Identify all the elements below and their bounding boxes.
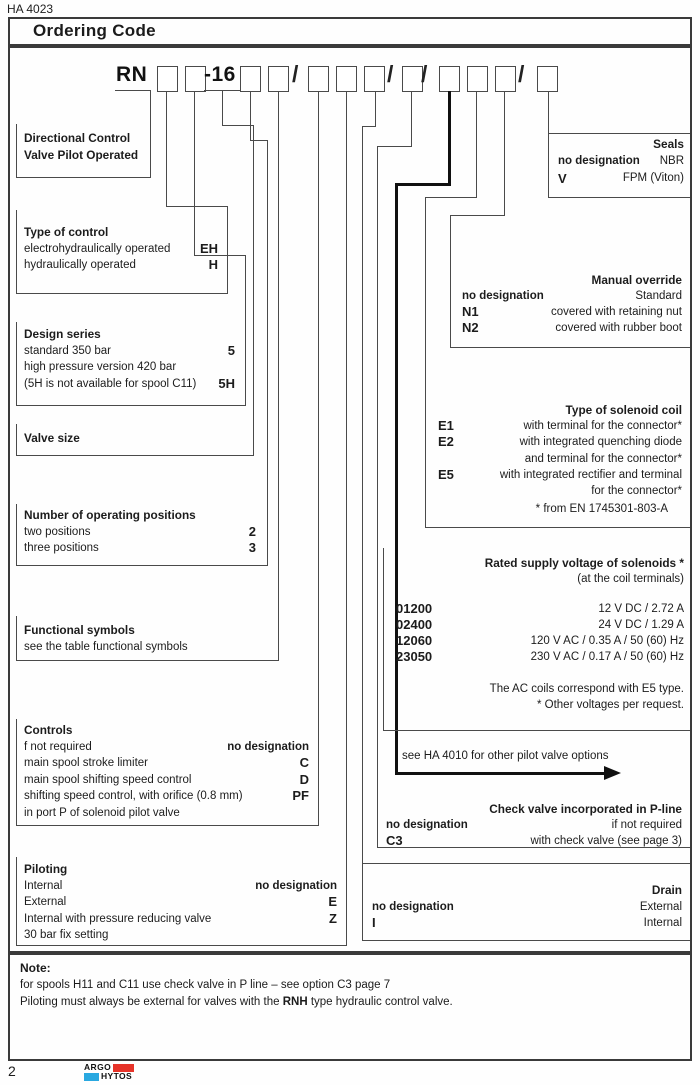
block-valve-size bbox=[24, 430, 80, 447]
option-row bbox=[24, 788, 309, 805]
note-bold-text: RNH bbox=[282, 996, 308, 1008]
option-label: see the table functional symbols bbox=[24, 640, 188, 653]
connector-line bbox=[346, 91, 347, 945]
connector-line bbox=[16, 660, 279, 661]
connector-line bbox=[425, 197, 477, 198]
option-row bbox=[24, 927, 337, 944]
block-rated-voltage bbox=[396, 555, 684, 713]
block-title: Valve Pilot Operated bbox=[24, 147, 139, 162]
option-row bbox=[462, 304, 682, 320]
connector-line bbox=[245, 255, 246, 405]
note-text: Piloting must always be external for valves with the bbox=[20, 996, 283, 1008]
option-code: PF bbox=[292, 788, 309, 804]
option-code: C bbox=[299, 755, 309, 771]
connector-line bbox=[362, 940, 690, 941]
option-label: with integrated quenching diode bbox=[519, 436, 682, 449]
connector-line bbox=[377, 146, 412, 147]
connector-line bbox=[250, 91, 251, 141]
option-code: E5 bbox=[438, 466, 454, 482]
option-label: 230 V AC / 0.17 A / 50 (60) Hz bbox=[530, 651, 684, 663]
option-code: Z bbox=[329, 910, 337, 926]
option-code: 01200 bbox=[396, 601, 433, 616]
option-code: no designation bbox=[462, 290, 544, 302]
option-label: covered with retaining nut bbox=[550, 306, 682, 318]
code-prefix: RN bbox=[116, 63, 148, 86]
block-title: Number of operating positions bbox=[24, 508, 196, 522]
connector-line bbox=[16, 405, 246, 406]
connector-line bbox=[375, 91, 376, 127]
option-label: 30 bar fix setting bbox=[24, 929, 109, 942]
option-label: Internal bbox=[24, 879, 63, 892]
connector-line bbox=[16, 825, 319, 826]
block-title: Directional Control bbox=[24, 131, 131, 145]
connector-line bbox=[425, 197, 426, 527]
connector-line bbox=[318, 91, 319, 825]
block-directional-control bbox=[24, 130, 154, 163]
option-row bbox=[462, 320, 682, 336]
note-line: The AC coils correspond with E5 type. bbox=[489, 683, 684, 695]
connector-line bbox=[383, 548, 384, 730]
option-label: (5H is not available for spool C11) bbox=[24, 377, 197, 390]
option-code: I bbox=[372, 915, 376, 930]
block-subtitle: (at the coil terminals) bbox=[577, 573, 684, 585]
option-label: 120 V AC / 0.35 A / 50 (60) Hz bbox=[530, 635, 684, 647]
option-code: N2 bbox=[462, 320, 479, 335]
option-row bbox=[24, 878, 337, 895]
option-code: 3 bbox=[248, 540, 256, 556]
option-row bbox=[24, 911, 337, 928]
block-positions bbox=[24, 507, 256, 557]
connector-line bbox=[16, 945, 347, 946]
option-row bbox=[438, 418, 682, 434]
arrow-head bbox=[604, 766, 621, 780]
option-row bbox=[396, 601, 684, 617]
connector-line bbox=[16, 177, 151, 178]
option-label: three positions bbox=[24, 542, 99, 555]
option-row bbox=[558, 170, 684, 187]
option-label: External bbox=[639, 900, 682, 913]
option-code: N1 bbox=[462, 304, 479, 319]
option-code: no designation bbox=[558, 155, 640, 167]
page-number: 2 bbox=[8, 1063, 16, 1079]
pilot-group-line bbox=[448, 91, 451, 186]
option-label: main spool stroke limiter bbox=[24, 757, 148, 770]
connector-line bbox=[377, 146, 378, 847]
connector-line bbox=[362, 126, 363, 940]
connector-line bbox=[548, 197, 690, 198]
option-row bbox=[24, 755, 309, 772]
page-title: Ordering Code bbox=[33, 21, 156, 40]
connector-line bbox=[450, 215, 451, 347]
connector-line bbox=[16, 455, 254, 456]
connector-line bbox=[222, 91, 223, 126]
option-label: for the connector* bbox=[591, 485, 682, 498]
option-row bbox=[438, 434, 682, 450]
code-size: -16 bbox=[204, 63, 236, 86]
connector-line bbox=[16, 616, 17, 660]
code-box bbox=[439, 66, 460, 92]
option-label: 24 V DC / 1.29 A bbox=[598, 619, 684, 631]
option-row bbox=[438, 467, 682, 483]
block-seals bbox=[558, 136, 684, 187]
code-box bbox=[185, 66, 206, 92]
option-code: E1 bbox=[438, 418, 454, 434]
option-label: Internal bbox=[643, 917, 682, 929]
option-row bbox=[438, 451, 682, 467]
block-title: Rated supply voltage of solenoids * bbox=[484, 556, 684, 570]
option-label: External bbox=[24, 896, 67, 909]
connector-line bbox=[267, 140, 268, 565]
option-label: shifting speed control, with orifice (0.8 mm) bbox=[24, 790, 243, 803]
option-code: D bbox=[299, 771, 309, 787]
option-row bbox=[24, 894, 337, 911]
connector-line bbox=[548, 91, 549, 197]
option-row bbox=[24, 540, 256, 557]
argo-hytos-logo bbox=[84, 1063, 134, 1081]
option-label: with terminal for the connector* bbox=[523, 420, 682, 433]
option-code: E bbox=[328, 894, 337, 910]
option-row bbox=[24, 241, 218, 258]
option-label: with check valve (see page 3) bbox=[530, 835, 682, 847]
connector-line bbox=[16, 424, 17, 455]
code-box bbox=[336, 66, 357, 92]
note-text: type hydraulic control valve. bbox=[307, 996, 453, 1008]
block-title: Check valve incorporated in P-line bbox=[489, 802, 682, 816]
option-code: C3 bbox=[386, 833, 403, 848]
code-box bbox=[495, 66, 516, 92]
option-code: H bbox=[208, 257, 218, 273]
block-title: Piloting bbox=[24, 862, 68, 876]
option-code: 02400 bbox=[396, 617, 433, 632]
option-row bbox=[24, 524, 256, 541]
option-label: 12 V DC / 2.72 A bbox=[598, 603, 684, 615]
connector-line bbox=[16, 719, 17, 825]
option-row bbox=[24, 376, 235, 393]
logo-blue-block bbox=[84, 1073, 99, 1081]
option-label: if not required bbox=[611, 819, 682, 831]
logo-text-argo: ARGO bbox=[84, 1062, 112, 1072]
code-box bbox=[240, 66, 261, 92]
code-box bbox=[364, 66, 385, 92]
block-functional-symbols bbox=[24, 622, 188, 655]
block-title: Design series bbox=[24, 327, 101, 341]
option-label: f not required bbox=[24, 740, 92, 753]
option-row bbox=[372, 915, 682, 932]
note-line: for spools H11 and C11 use check valve in P line – see option C3 page 7 bbox=[20, 979, 391, 991]
connector-line bbox=[476, 91, 477, 198]
connector-line bbox=[16, 293, 228, 294]
option-code: 2 bbox=[248, 523, 256, 539]
connector-line bbox=[278, 91, 279, 660]
option-label: and terminal for the connector* bbox=[524, 452, 682, 465]
block-manual-override bbox=[462, 272, 682, 336]
option-code: EH bbox=[199, 240, 218, 256]
code-box bbox=[402, 66, 423, 92]
connector-line bbox=[383, 730, 690, 731]
option-code: 5 bbox=[227, 342, 235, 358]
connector-line bbox=[250, 140, 268, 141]
note-line bbox=[20, 994, 670, 1011]
pilot-group-line bbox=[395, 183, 451, 186]
option-label: NBR bbox=[659, 155, 684, 167]
option-row bbox=[386, 817, 682, 833]
block-title: Manual override bbox=[591, 273, 682, 287]
code-box bbox=[268, 66, 289, 92]
block-type-of-control bbox=[24, 224, 218, 274]
logo-text-hytos: HYTOS bbox=[101, 1071, 133, 1081]
option-label: with integrated rectifier and terminal bbox=[499, 468, 682, 481]
code-separator: / bbox=[421, 61, 428, 87]
option-code: no designation bbox=[255, 879, 337, 892]
option-code: no designation bbox=[386, 819, 468, 831]
code-box bbox=[537, 66, 558, 92]
option-row bbox=[396, 649, 684, 665]
block-solenoid-coil bbox=[438, 402, 682, 517]
option-code: E2 bbox=[438, 434, 454, 450]
option-label: in port P of solenoid pilot valve bbox=[24, 806, 180, 819]
code-box bbox=[308, 66, 329, 92]
pilot-valve-note: see HA 4010 for other pilot valve options bbox=[402, 750, 609, 762]
option-label: electrohydraulically operated bbox=[24, 242, 171, 255]
option-label: Standard bbox=[635, 290, 682, 302]
connector-line bbox=[16, 322, 17, 405]
option-row bbox=[396, 633, 684, 649]
logo-row bbox=[84, 1072, 134, 1081]
option-row bbox=[396, 617, 684, 633]
option-label: two positions bbox=[24, 525, 91, 538]
code-separator: / bbox=[387, 61, 394, 87]
option-label: hydraulically operated bbox=[24, 259, 136, 272]
option-code: 12060 bbox=[396, 633, 433, 648]
option-row bbox=[24, 772, 309, 789]
footnote: * from EN 1745301-803-A bbox=[535, 503, 668, 516]
block-title: Type of solenoid coil bbox=[565, 403, 682, 417]
connector-line bbox=[227, 206, 228, 293]
block-drain bbox=[372, 882, 682, 932]
option-row bbox=[386, 833, 682, 849]
option-row bbox=[24, 359, 235, 376]
connector-line bbox=[548, 133, 690, 134]
connector-line bbox=[16, 124, 17, 177]
option-row bbox=[24, 739, 309, 756]
block-title: Controls bbox=[24, 723, 73, 737]
option-label: covered with rubber boot bbox=[555, 322, 682, 334]
code-box bbox=[157, 66, 178, 92]
connector-line bbox=[253, 125, 254, 455]
option-label: main spool shifting speed control bbox=[24, 773, 192, 786]
connector-line bbox=[166, 91, 167, 207]
code-separator: / bbox=[518, 61, 525, 87]
connector-line bbox=[16, 210, 17, 293]
block-title: Type of control bbox=[24, 225, 109, 239]
block-title: Valve size bbox=[24, 431, 80, 445]
connector-line bbox=[16, 504, 17, 565]
option-label: high pressure version 420 bar bbox=[24, 361, 177, 374]
connector-line bbox=[411, 91, 412, 147]
connector-line bbox=[504, 91, 505, 216]
underline bbox=[115, 90, 151, 91]
connector-line bbox=[16, 565, 268, 566]
block-design-series bbox=[24, 326, 235, 392]
connector-line bbox=[450, 347, 690, 348]
option-row bbox=[438, 483, 682, 499]
block-title: Drain bbox=[651, 883, 682, 897]
code-box bbox=[467, 66, 488, 92]
code-separator: / bbox=[292, 61, 299, 87]
option-row bbox=[24, 257, 218, 274]
option-row bbox=[462, 288, 682, 304]
option-code: no designation bbox=[372, 900, 454, 913]
option-label: standard 350 bar bbox=[24, 344, 111, 357]
option-row bbox=[558, 153, 684, 170]
doc-code: HA 4023 bbox=[7, 2, 54, 16]
connector-line bbox=[425, 527, 690, 528]
block-check-valve bbox=[386, 801, 682, 849]
block-piloting bbox=[24, 861, 337, 944]
connector-line bbox=[362, 863, 690, 864]
pilot-arrow-line bbox=[395, 772, 606, 775]
note-line: * Other voltages per request. bbox=[536, 699, 684, 711]
connector-line bbox=[362, 126, 376, 127]
option-row bbox=[372, 899, 682, 916]
option-row bbox=[24, 805, 309, 822]
option-code: V bbox=[558, 171, 567, 186]
option-row bbox=[24, 343, 235, 360]
note-title: Note: bbox=[20, 961, 51, 975]
block-title: Seals bbox=[653, 137, 684, 151]
option-code: 23050 bbox=[396, 649, 433, 664]
option-label: Internal with pressure reducing valve bbox=[24, 912, 212, 925]
block-title: Functional symbols bbox=[24, 623, 135, 637]
block-controls bbox=[24, 722, 309, 822]
option-label: FPM (Viton) bbox=[622, 172, 684, 184]
connector-line bbox=[16, 857, 17, 945]
connector-line bbox=[166, 206, 228, 207]
connector-line bbox=[450, 215, 505, 216]
option-code: no designation bbox=[227, 740, 309, 753]
option-code: 5H bbox=[218, 375, 235, 391]
note-block bbox=[20, 960, 670, 1011]
